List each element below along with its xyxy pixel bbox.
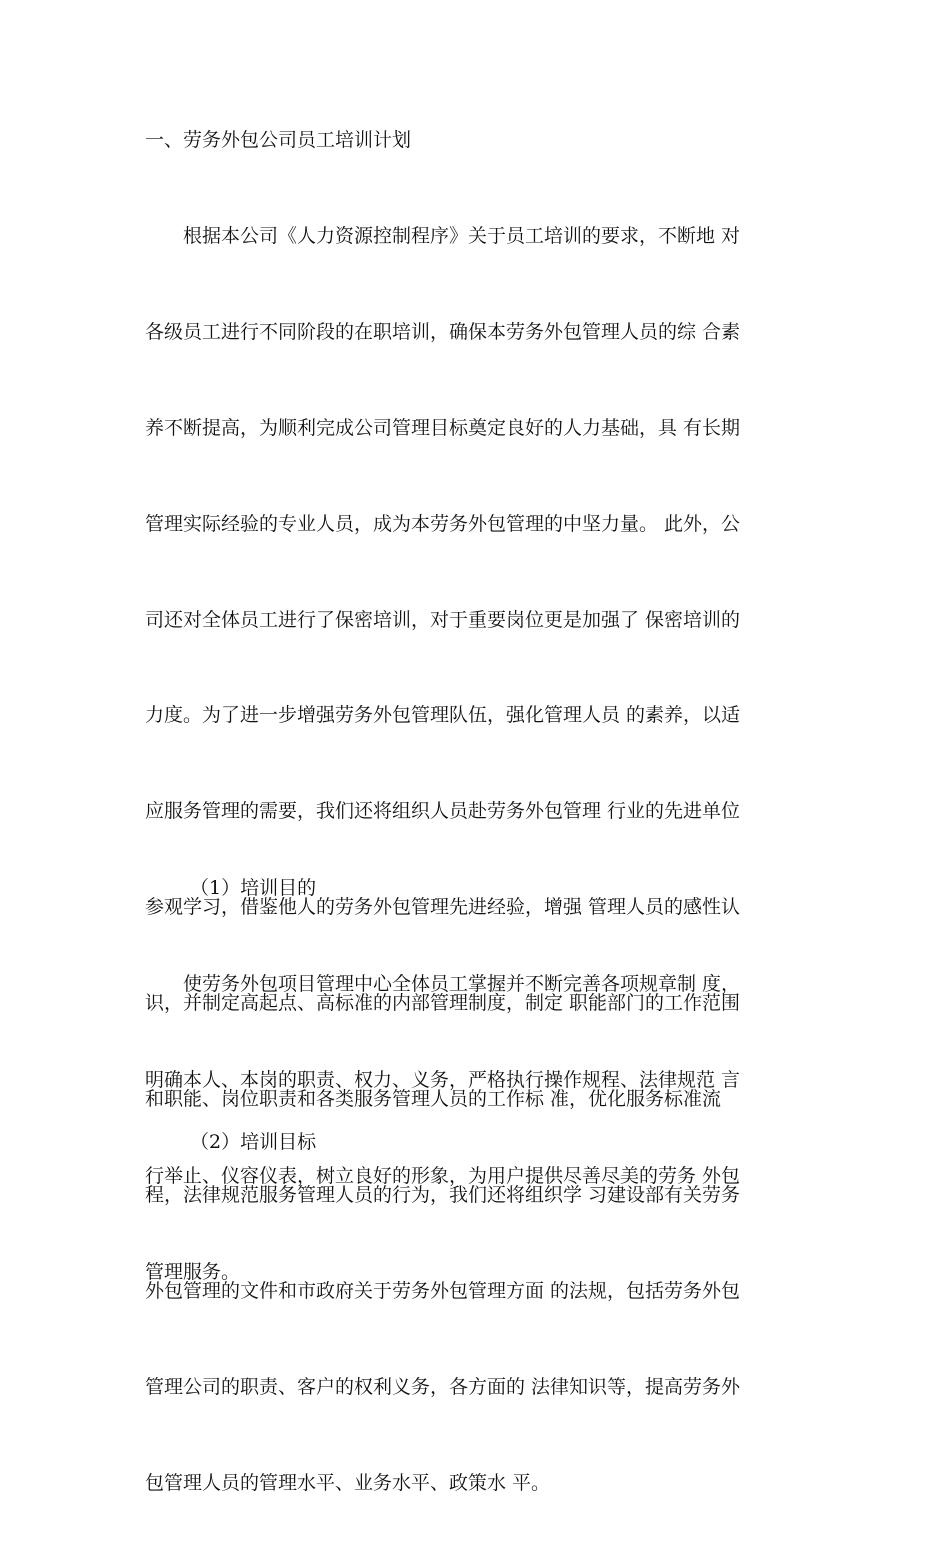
- paragraph-line: 使劳务外包项目管理中心全体员工掌握并不断完善各项规章制 度，: [145, 973, 741, 995]
- section-heading: 一、劳务外包公司员工培训计划: [145, 129, 412, 151]
- paragraph-line: 程，法律规范服务管理人员的行为，我们还将组织学 习建设部有关劳务: [145, 1183, 741, 1206]
- paragraph-training-requirements: [145, 176, 825, 1562]
- paragraph-line: 应服务管理的需要，我们还将组织人员赴劳务外包管理 行业的先进单位: [145, 800, 741, 823]
- paragraph-line: 力度。为了进一步增强劳务外包管理队伍，强化管理人员 的素养，以适: [145, 704, 741, 727]
- paragraph-line: 包管理人员的管理水平、业务水平、政策水 平。: [145, 1471, 551, 1494]
- paragraph-line: 识，并制定高起点、高标准的内部管理制度，制定 职能部门的工作范围: [145, 992, 741, 1015]
- paragraph-line: 根据本公司《人力资源控制程序》关于员工培训的要求，不断地 对: [145, 225, 741, 247]
- subheading-training-purpose: （1）培训目的: [190, 877, 317, 899]
- paragraph-line: 司还对全体员工进行了保密培训，对于重要岗位更是加强了 保密培训的: [145, 608, 741, 631]
- paragraph-line: 行举止、仪容仪表，树立良好的形象，为用户提供尽善尽美的劳务 外包: [145, 1164, 741, 1187]
- paragraph-line: 管理公司的职责、客户的权利义务，各方面的 法律知识等，提高劳务外: [145, 1375, 741, 1398]
- paragraph-line: 管理实际经验的专业人员，成为本劳务外包管理的中坚力量。 此外，公: [145, 512, 741, 535]
- paragraph-line: 养不断提高，为顺利完成公司管理目标奠定良好的人力基础，具 有长期: [145, 416, 741, 439]
- paragraph-line: 和职能、岗位职责和各类服务管理人员的工作标 准，优化服务标准流: [145, 1088, 722, 1111]
- paragraph-line: 参观学习，借鉴他人的劳务外包管理先进经验，增强 管理人员的感性认: [145, 896, 741, 919]
- paragraph-line: 明确本人、本岗的职责、权力、义务，严格执行操作规程、法律规范 言: [145, 1068, 741, 1091]
- paragraph-line: 外包管理的文件和市政府关于劳务外包管理方面 的法规，包括劳务外包: [145, 1279, 741, 1302]
- subheading-training-goal: （2）培训目标: [190, 1131, 317, 1153]
- paragraph-line: 各级员工进行不同阶段的在职培训，确保本劳务外包管理人员的综 合素: [145, 320, 741, 343]
- paragraph-line: 管理服务。: [145, 1260, 241, 1283]
